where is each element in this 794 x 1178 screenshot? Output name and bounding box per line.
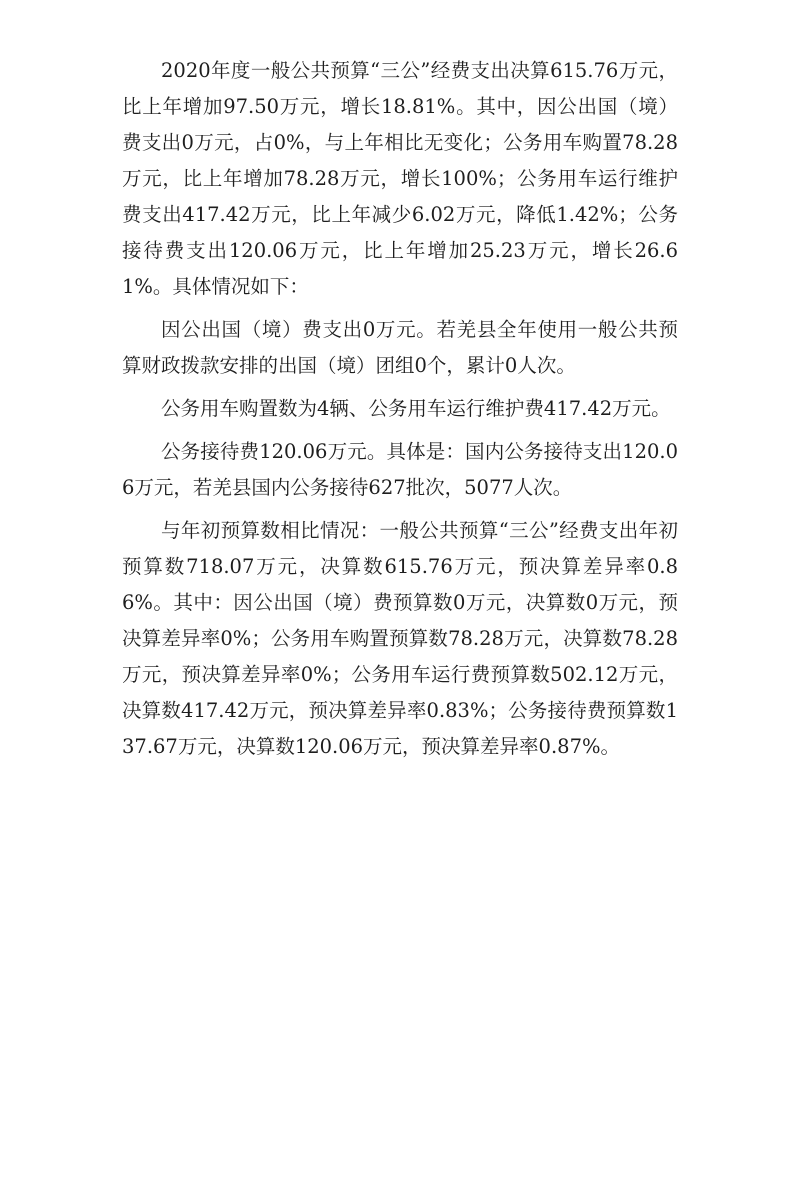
paragraph-vehicles: 公务用车购置数为4辆、公务用车运行维护费417.42万元。 bbox=[161, 397, 671, 420]
paragraph-reception: 公务接待费120.06万元。具体是：国内公务接待支出120.06万元，若羌县国内公务接待627批次，5077人次。 bbox=[122, 440, 678, 499]
paragraph-overseas-travel: 因公出国（境）费支出0万元。若羌县全年使用一般公共预算财政拨款安排的出国（境）团组0个，累计0人次。 bbox=[122, 318, 678, 377]
paragraph-budget-comparison: 与年初预算数相比情况：一般公共预算“三公”经费支出年初预算数718.07万元，决算数615.76万元，预决算差异率0.86%。其中：因公出国（境）费预算数0万元，决算数0万元，预决算差异率0%；公务用车购置预算数78.28万元，决算数78.28万元，预决算差异率0%；公务用车运行费预算数502.12万元，决算数417.42万元，预决算差异率0.83%；公务接待费预算数137.67万元，决算数120.06万元，预决算差异率0.87%。 bbox=[122, 519, 678, 758]
paragraph-summary: 2020年度一般公共预算“三公”经费支出决算615.76万元，比上年增加97.50万元，增长18.81%。其中，因公出国（境）费支出0万元，占0%，与上年相比无变化；公务用车购置78.28万元，比上年增加78.28万元，增长100%；公务用车运行维护费支出417.42万元，比上年减少6.02万元，降低1.42%；公务接待费支出120.06万元，比上年增加25.23万元，增长26.61%。具体情况如下： bbox=[122, 59, 678, 298]
document-body bbox=[122, 53, 678, 772]
